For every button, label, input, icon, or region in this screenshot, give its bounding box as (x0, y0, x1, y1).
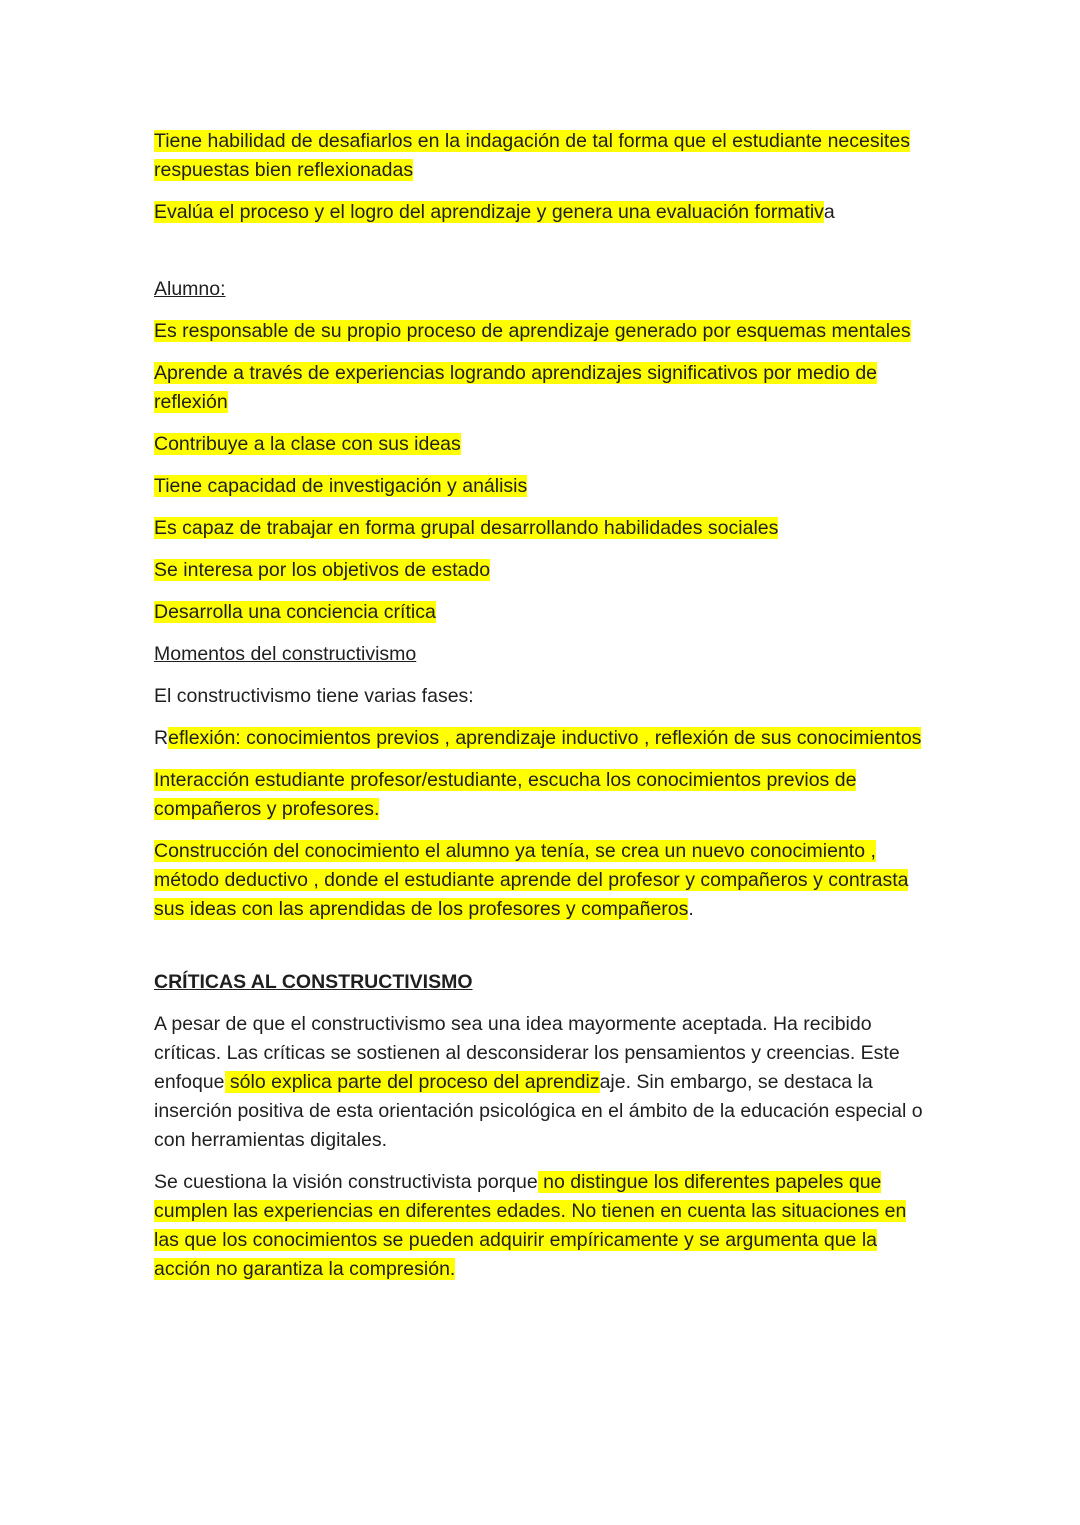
text-run: A pesar de que el constructivismo sea una idea mayormente aceptada. Ha recibido críticas. Las críticas se sostienen al desconsiderar los pensamientos y creencias. Este enfoque (154, 1013, 900, 1093)
criticas-heading (154, 968, 934, 997)
document-page (154, 127, 934, 1297)
highlight: Tiene habilidad de desafiarlos en la indagación de tal forma que el estudiante necesites respuestas bien reflexionadas (154, 130, 910, 181)
text-run: aje. Sin embargo, se destaca la inserción positiva de esta orientación psicológica en el ámbito de la educación especial o con herramientas digitales. (154, 1071, 923, 1151)
text-run: . (688, 898, 694, 920)
highlight: eflexión: conocimientos previos , aprendizaje inductivo , reflexión de sus conocimientos (168, 727, 922, 749)
alumno-item-4 (154, 472, 934, 501)
highlight: Contribuye a la clase con sus ideas (154, 433, 461, 455)
highlight: Evalúa el proceso y el logro del aprendizaje y genera una evaluación formativ (154, 201, 824, 223)
criticas-heading-text: CRÍTICAS AL CONSTRUCTIVISMO (154, 971, 473, 993)
alumno-heading-text: Alumno: (154, 278, 226, 300)
fase-interaccion (154, 766, 934, 824)
alumno-item-1 (154, 317, 934, 346)
momentos-heading-text: Momentos del constructivismo (154, 643, 417, 665)
text-run: a (823, 201, 835, 223)
text-run: Se cuestiona la visión constructivista porque (154, 1171, 538, 1193)
teacher-item-2 (154, 198, 934, 227)
highlight: Construcción del conocimiento el alumno ya tenía, se crea un nuevo conocimiento , método deductivo , donde el estudiante aprende del profesor y compañeros y contrasta sus ideas con las aprendidas de los profesores y compañeros (154, 840, 909, 920)
text-run: R (154, 727, 169, 749)
highlight: Desarrolla una conciencia crítica (154, 601, 436, 623)
criticas-paragraph-1 (154, 1010, 934, 1155)
criticas-paragraph-2 (154, 1168, 934, 1284)
alumno-item-2 (154, 359, 934, 417)
fase-construccion (154, 837, 934, 924)
highlight: Es capaz de trabajar en forma grupal desarrollando habilidades sociales (154, 517, 779, 539)
teacher-item-1 (154, 127, 934, 185)
alumno-heading (154, 275, 934, 304)
alumno-item-7 (154, 598, 934, 627)
alumno-item-6 (154, 556, 934, 585)
highlight: Es responsable de su propio proceso de aprendizaje generado por esquemas mentales (154, 320, 911, 342)
highlight: Tiene capacidad de investigación y análisis (154, 475, 528, 497)
highlight: no distingue los diferentes papeles que cumplen las experiencias en diferentes edades. No tienen en cuenta las situaciones en las que los conocimientos se pueden adquirir empíricamente y se argumenta que la acción no garantiza la compresión. (154, 1171, 907, 1280)
momentos-intro: El constructivismo tiene varias fases: (154, 685, 474, 707)
alumno-item-3 (154, 430, 934, 459)
highlight: Aprende a través de experiencias logrando aprendizajes significativos por medio de reflexión (154, 362, 878, 413)
momentos-heading (154, 640, 934, 669)
highlight: Se interesa por los objetivos de estado (154, 559, 491, 581)
fase-reflexion (154, 724, 934, 753)
highlight: sólo explica parte del proceso del aprendiz (224, 1071, 600, 1093)
alumno-item-5 (154, 514, 934, 543)
highlight: Interacción estudiante profesor/estudiante, escucha los conocimientos previos de compañeros y profesores. (154, 769, 857, 820)
